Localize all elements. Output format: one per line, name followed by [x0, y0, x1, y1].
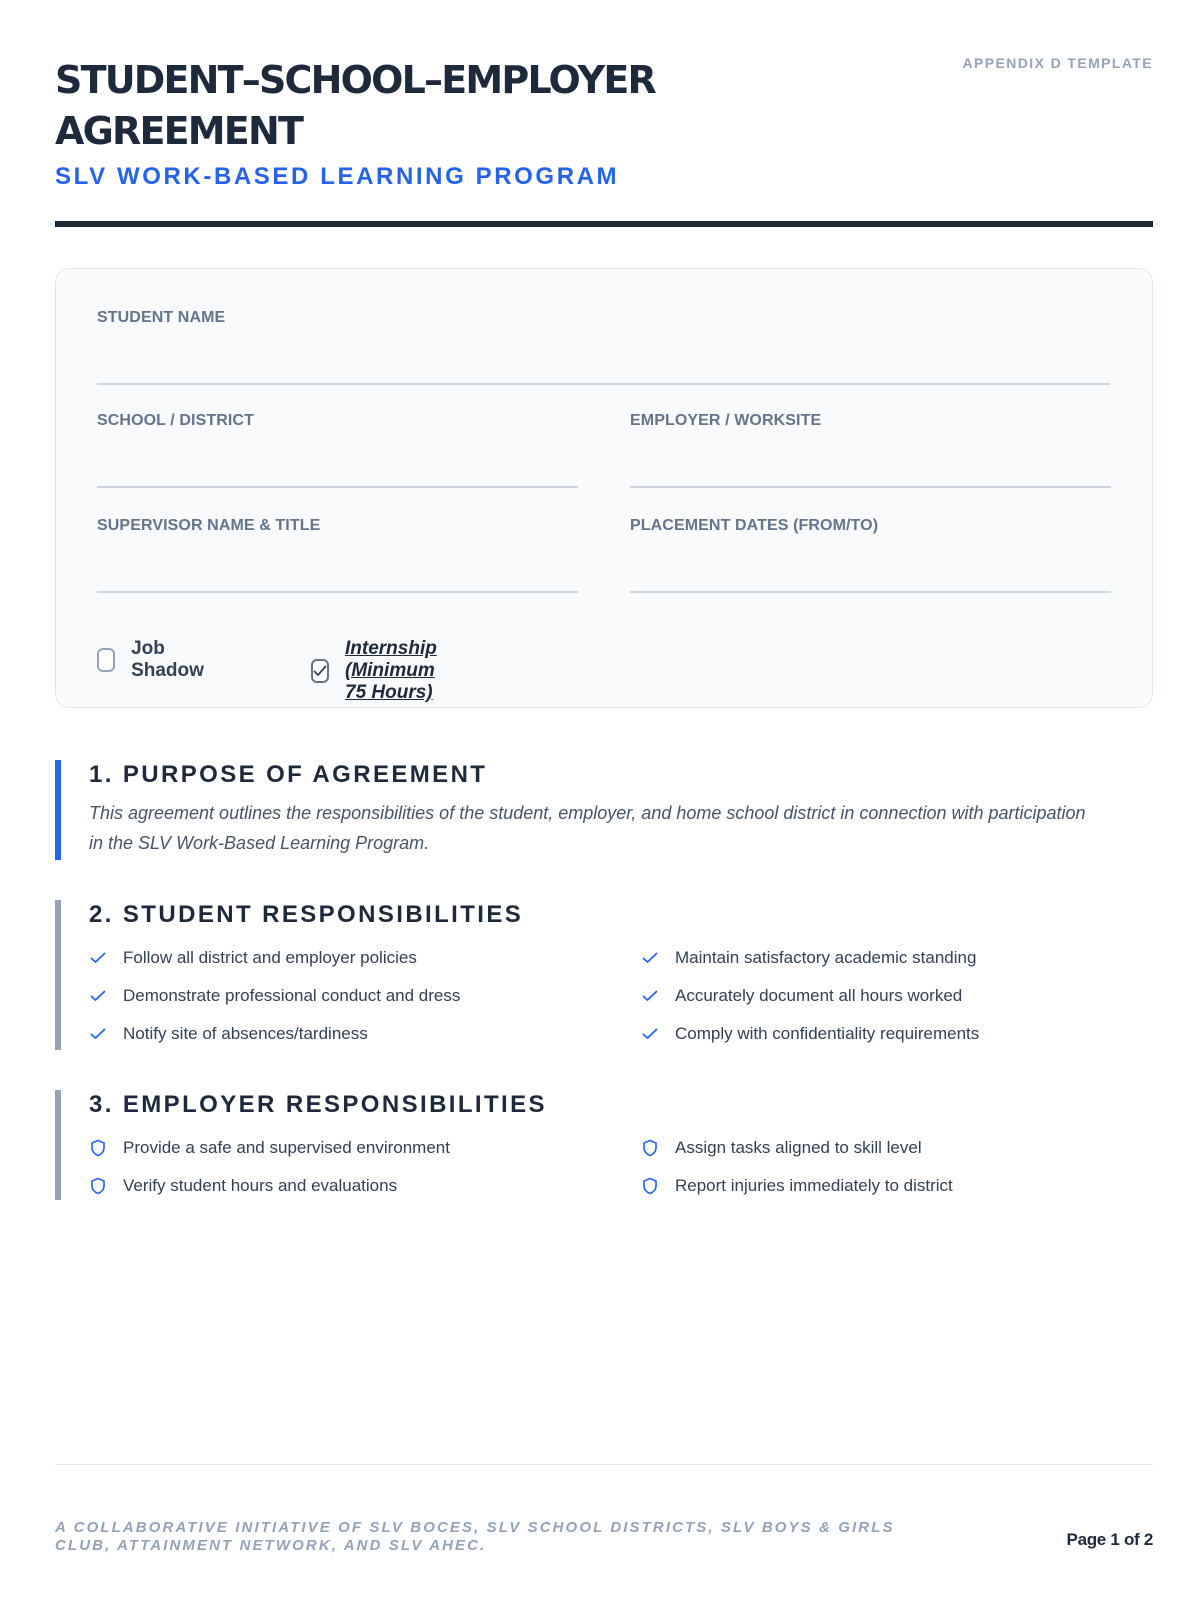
internship-label: Internship (Minimum 75 Hours)	[345, 638, 437, 703]
list-item	[89, 984, 460, 1008]
student-responsibilities-title: 2. STUDENT RESPONSIBILITIES	[89, 901, 524, 928]
template-tag: APPENDIX D TEMPLATE	[962, 55, 1153, 71]
list-item	[641, 1174, 953, 1198]
list-item-text: Notify site of absences/tardiness	[123, 1024, 368, 1043]
checkmark-icon	[89, 949, 107, 967]
shield-icon	[89, 1177, 107, 1195]
list-item-text: Follow all district and employer policies	[123, 948, 417, 967]
student-name-field[interactable]	[97, 309, 1110, 429]
page-subtitle: SLV WORK-BASED LEARNING PROGRAM	[55, 163, 620, 190]
internship-checkbox-box[interactable]	[311, 659, 329, 683]
list-item-text: Comply with confidentiality requirements	[675, 1024, 980, 1043]
employer-worksite-label: EMPLOYER / WORKSITE	[630, 412, 822, 429]
checkmark-icon	[89, 987, 107, 1005]
checkmark-icon	[641, 987, 659, 1005]
list-item	[89, 1174, 397, 1198]
list-item	[89, 1022, 368, 1046]
list-item	[641, 984, 962, 1008]
placement-dates-line[interactable]	[630, 591, 1111, 593]
job-shadow-checkbox[interactable]	[97, 638, 210, 682]
list-item	[641, 946, 976, 970]
list-item	[641, 1136, 922, 1160]
student-responsibilities-section	[55, 900, 1159, 1050]
shield-icon	[641, 1177, 659, 1195]
school-district-field[interactable]	[97, 412, 578, 492]
checkmark-icon	[641, 1025, 659, 1043]
student-name-line[interactable]	[97, 383, 1110, 385]
agreement-page	[55, 0, 1153, 1600]
supervisor-line[interactable]	[97, 591, 578, 593]
list-item-text: Assign tasks aligned to skill level	[675, 1138, 922, 1157]
shield-icon	[89, 1139, 107, 1157]
list-item-text: Demonstrate professional conduct and dress	[123, 986, 461, 1005]
list-item	[89, 1136, 450, 1160]
student-info-card	[55, 268, 1153, 708]
footer-credit: A COLLABORATIVE INITIATIVE OF SLV BOCES, SLV SCHOOL DISTRICTS, SLV BOYS & GIRLS CLUB, ATTAINMENT NETWORK, AND SLV AHEC.	[55, 1519, 895, 1554]
checkmark-icon	[641, 949, 659, 967]
internship-checkbox[interactable]	[311, 638, 443, 704]
checkmark-icon	[89, 1025, 107, 1043]
page-title: STUDENT–SCHOOL–EMPLOYER AGREEMENT	[55, 58, 656, 153]
footer-divider	[55, 1464, 1153, 1465]
list-item-text: Accurately document all hours worked	[675, 986, 963, 1005]
list-item-text: Provide a safe and supervised environment	[123, 1138, 450, 1157]
header-divider	[55, 221, 1153, 227]
list-item	[89, 946, 417, 970]
school-district-label: SCHOOL / DISTRICT	[97, 412, 254, 429]
school-district-line[interactable]	[97, 486, 578, 488]
employer-responsibilities-section	[55, 1090, 1159, 1200]
employer-responsibilities-title: 3. EMPLOYER RESPONSIBILITIES	[89, 1091, 547, 1118]
page-number: Page 1 of 2	[1066, 1530, 1153, 1549]
placement-dates-label: PLACEMENT DATES (FROM/TO)	[630, 517, 879, 534]
job-shadow-checkbox-box[interactable]	[97, 648, 115, 672]
placement-dates-field[interactable]	[630, 517, 1111, 597]
checkmark-icon	[313, 665, 327, 677]
list-item	[641, 1022, 979, 1046]
purpose-title: 1. PURPOSE OF AGREEMENT	[89, 761, 488, 788]
employer-worksite-field[interactable]	[630, 412, 1111, 492]
supervisor-label: SUPERVISOR NAME & TITLE	[97, 517, 321, 534]
list-item-text: Verify student hours and evaluations	[123, 1176, 398, 1195]
employer-worksite-line[interactable]	[630, 486, 1111, 488]
job-shadow-label: Job Shadow	[131, 638, 204, 681]
student-name-label: STUDENT NAME	[97, 309, 226, 326]
purpose-section	[55, 760, 1159, 860]
list-item-text: Report injuries immediately to district	[675, 1176, 953, 1195]
purpose-text: This agreement outlines the responsibilities of the student, employer, and home school district in connection with participation in the SLV Work-Based Learning Program.	[89, 803, 1086, 853]
list-item-text: Maintain satisfactory academic standing	[675, 948, 977, 967]
shield-icon	[641, 1139, 659, 1157]
supervisor-field[interactable]	[97, 517, 578, 597]
